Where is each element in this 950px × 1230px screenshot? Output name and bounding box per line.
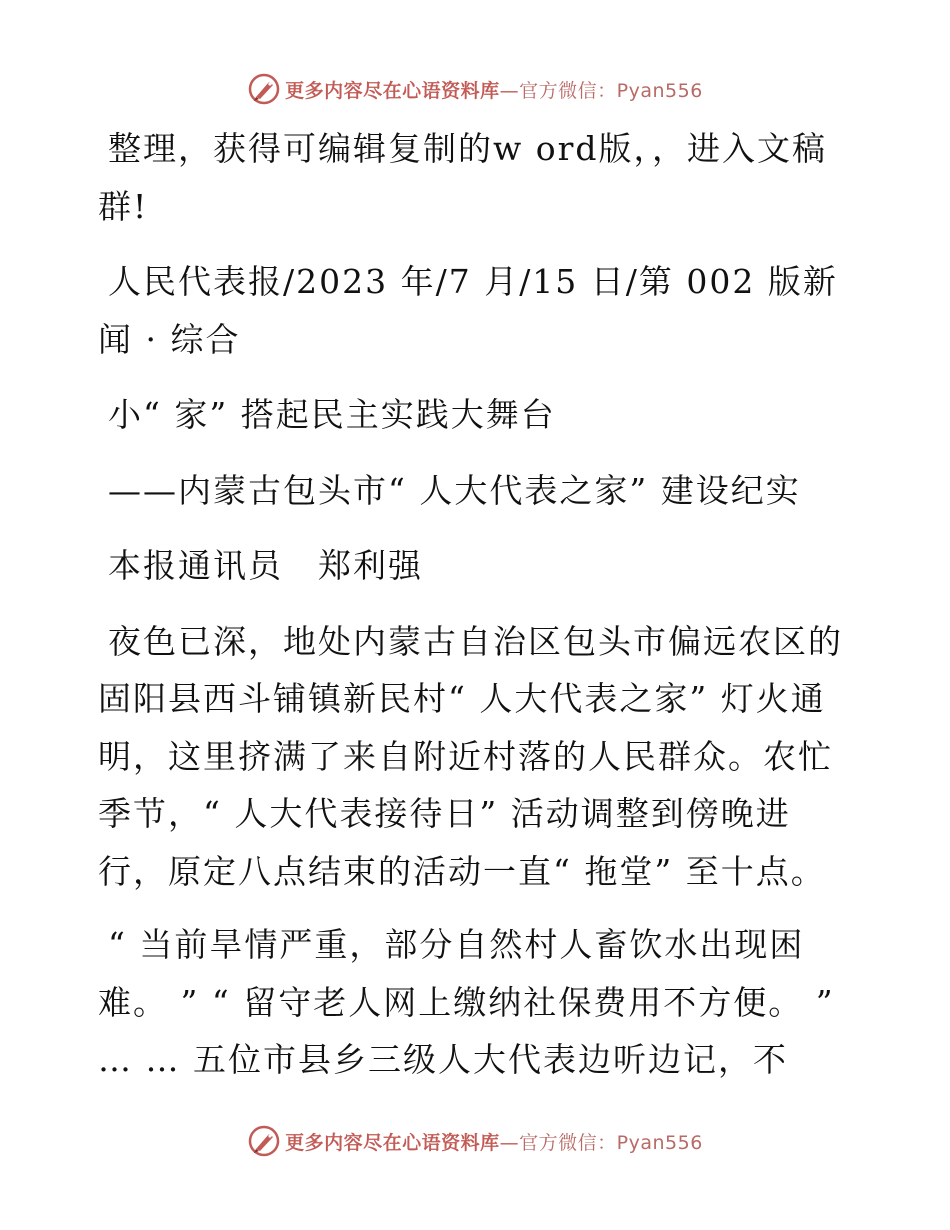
article-headline: 小“ 家” 搭起民主实践大舞台 bbox=[108, 395, 556, 434]
intro-text: 整理，获得可编辑复制的w ord版，，进入文稿群! bbox=[98, 129, 828, 226]
pen-nib-seal-icon bbox=[247, 72, 281, 106]
article-subheadline: ——内蒙古包头市“ 人大代表之家” 建设纪实 bbox=[108, 470, 801, 510]
watermark-contact: 官方微信：Pyan556 bbox=[519, 1131, 703, 1154]
watermark-text bbox=[285, 76, 703, 103]
footer-watermark bbox=[0, 1124, 950, 1158]
source-line: 人民代表报/2023 年/7 月/15 日/第 002 版新闻 · 综合 bbox=[98, 262, 838, 359]
pen-nib-seal-icon bbox=[247, 1124, 281, 1158]
watermark-dash: — bbox=[499, 79, 520, 102]
document-body bbox=[98, 120, 858, 1105]
article-byline: 本报通讯员 郑利强 bbox=[108, 546, 423, 585]
watermark-contact: 官方微信：Pyan556 bbox=[519, 79, 703, 102]
article-paragraph-1: 夜色已深，地处内蒙古自治区包头市偏远农区的固阳县西斗铺镇新民村“ 人大代表之家” 灯火通明，这里挤满了来自附近村落的人民群众。农忙季节，“ 人大代表接待日” 活动调整到傍晚进行，原定八点结束的活动一直“ 拖堂” 至十点。 bbox=[98, 621, 843, 891]
watermark-text bbox=[285, 1128, 703, 1155]
header-watermark bbox=[0, 72, 950, 106]
article-paragraph-2: “ 当前旱情严重，部分自然村人畜饮水出现困难。 ” “ 留守老人网上缴纳社保费用不方便。 ” … … 五位市县乡三级人大代表边听边记，不 bbox=[98, 925, 835, 1079]
watermark-dash: — bbox=[499, 1131, 520, 1154]
watermark-brand: 更多内容尽在心语资料库 bbox=[285, 79, 500, 102]
watermark-brand: 更多内容尽在心语资料库 bbox=[285, 1131, 500, 1154]
